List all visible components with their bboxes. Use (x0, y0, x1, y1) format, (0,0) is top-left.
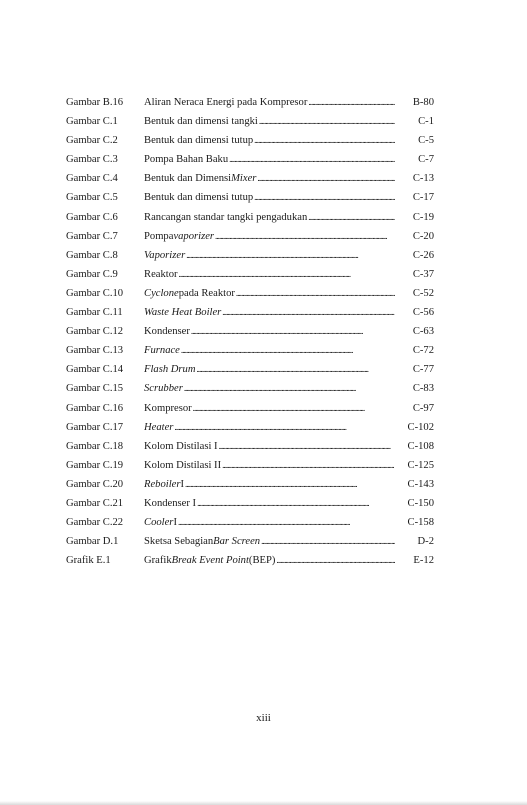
figure-label: Gambar C.12 (66, 326, 124, 338)
list-item (66, 188, 434, 207)
page-number: xiii (256, 712, 271, 724)
dot-leader (174, 418, 395, 437)
figure-title-text: Bentuk dan dimensi tutup (144, 192, 254, 204)
dot-leader (197, 360, 396, 379)
figure-title-text: Pompa Bahan Baku (144, 154, 229, 166)
figure-label: Gambar C.4 (66, 173, 118, 185)
figure-title (144, 532, 398, 551)
dot-leader (257, 169, 395, 188)
list-item (66, 131, 434, 150)
figure-title-italic: Heater (144, 421, 174, 433)
figure-title-italic: Reboiler (144, 478, 181, 490)
figure-title-italic: Flash Drum (144, 364, 196, 376)
figure-page-ref: C-150 (407, 497, 434, 509)
list-item (66, 227, 434, 246)
list-item (66, 360, 434, 379)
figure-label: Gambar C.21 (66, 497, 124, 509)
dot-leader (254, 188, 395, 207)
figure-page-ref: C-7 (418, 154, 434, 166)
figure-page-ref: D-2 (417, 536, 434, 548)
figure-title-text: Bentuk dan dimensi tutup (144, 135, 254, 147)
figure-label: Gambar C.9 (66, 268, 118, 280)
figure-page-ref: E-12 (413, 555, 434, 567)
figure-label: Gambar C.5 (66, 192, 118, 204)
figure-label: Gambar C.15 (66, 383, 124, 395)
figure-title-text: Bentuk dan dimensi tangki (144, 116, 258, 128)
figure-page-ref: C-5 (418, 135, 434, 147)
figure-label: Gambar C.2 (66, 135, 118, 147)
figure-label: Gambar C.18 (66, 440, 124, 452)
figure-title-italic: Bar Screen (213, 536, 261, 548)
list-item (66, 437, 434, 456)
figure-page-ref: B-80 (412, 97, 434, 108)
list-item (66, 303, 434, 322)
figure-title (144, 93, 398, 112)
figure-label: Gambar C.6 (66, 211, 118, 223)
dot-leader (261, 532, 395, 551)
figure-title (144, 208, 398, 227)
dot-leader (186, 246, 395, 265)
figure-page-ref: C-26 (412, 249, 434, 261)
figure-page-ref: C-108 (407, 440, 434, 452)
figure-title (144, 284, 398, 303)
dot-leader (229, 150, 395, 169)
list-item (66, 532, 434, 551)
figure-page-ref: C-143 (407, 478, 434, 490)
page-bottom-edge (0, 801, 527, 805)
figure-label: Gambar C.1 (66, 116, 118, 128)
figure-title (144, 112, 398, 131)
figure-page-ref: C-102 (407, 421, 434, 433)
figure-label: Gambar C.20 (66, 478, 124, 490)
figure-title (144, 418, 398, 437)
list-item (66, 246, 434, 265)
figure-page-ref: C-97 (412, 402, 434, 414)
figure-label: Gambar C.3 (66, 154, 118, 166)
list-item (66, 169, 434, 188)
figure-title (144, 341, 398, 360)
figure-label: Gambar C.8 (66, 249, 118, 261)
figure-title-italic: Waste Heat Boiler (144, 307, 222, 319)
figure-title-text: pada Reaktor (178, 287, 235, 299)
figure-title (144, 188, 398, 207)
figure-label: Gambar C.19 (66, 459, 124, 471)
figure-title-italic: Scrubber (144, 383, 183, 395)
figure-title (144, 150, 398, 169)
figure-page-ref: C-56 (412, 307, 434, 319)
figure-page-ref: C-77 (412, 364, 434, 376)
list-item (66, 418, 434, 437)
figure-label: Gambar C.16 (66, 402, 124, 414)
figure-title (144, 265, 398, 284)
list-item (66, 93, 434, 112)
figure-title-text: (BEP) (248, 555, 276, 567)
figure-page-ref: C-52 (412, 287, 434, 299)
dot-leader (181, 341, 395, 360)
list-item (66, 456, 434, 475)
list-item (66, 265, 434, 284)
dot-leader (259, 112, 395, 131)
figure-title (144, 169, 398, 188)
dot-leader (197, 494, 395, 513)
figure-title-italic: Cooler (144, 517, 174, 529)
figure-title-text: Sketsa Sebagian (144, 536, 214, 548)
list-item (66, 322, 434, 341)
figure-label: Grafik E.1 (66, 555, 111, 567)
dot-leader (254, 131, 395, 150)
figure-page-ref: C-1 (418, 116, 434, 128)
figure-page-ref: C-20 (412, 230, 434, 242)
dot-leader (179, 265, 395, 284)
figure-title (144, 246, 398, 265)
figure-title-text: I (173, 517, 177, 529)
figure-title-text: Pompa (144, 230, 174, 242)
dot-leader (193, 399, 395, 418)
figure-title-text: Aliran Neraca Energi pada Kompresor (144, 97, 308, 108)
figure-title (144, 475, 398, 494)
figure-title-text: Grafik (144, 555, 172, 567)
list-item (66, 551, 434, 570)
figure-title-text: Kondenser I (144, 497, 197, 509)
figure-title-text: I (180, 478, 185, 490)
list-item (66, 284, 434, 303)
list-item (66, 208, 434, 227)
figure-title (144, 360, 398, 379)
figure-title-text: Kompresor (144, 402, 192, 414)
list-item (66, 399, 434, 418)
figure-label: Gambar C.7 (66, 230, 118, 242)
dot-leader (308, 208, 395, 227)
dot-leader (276, 551, 395, 570)
figure-title (144, 551, 398, 570)
figure-label: Gambar C.10 (66, 287, 124, 299)
list-of-figures (66, 93, 434, 570)
figure-title (144, 322, 398, 341)
figure-label: Gambar C.17 (66, 421, 124, 433)
figure-page-ref: C-19 (412, 211, 434, 223)
figure-title-text: Reaktor (144, 268, 178, 280)
figure-title-text: Kolom Distilasi II (144, 459, 222, 471)
figure-title-text: Kolom Distilasi I (144, 440, 218, 452)
dot-leader (215, 227, 395, 246)
figure-title (144, 456, 398, 475)
list-item (66, 112, 434, 131)
figure-title-italic: vaporizer (173, 230, 215, 242)
figure-title (144, 494, 398, 513)
figure-page-ref: C-72 (412, 345, 434, 357)
list-item (66, 494, 434, 513)
figure-page-ref: C-13 (412, 173, 434, 185)
figure-title (144, 303, 398, 322)
figure-label: Gambar C.13 (66, 345, 124, 357)
list-item (66, 513, 434, 532)
figure-title-italic: Break Event Point (171, 555, 249, 567)
figure-page-ref: C-37 (412, 268, 434, 280)
figure-page-ref: C-83 (412, 383, 434, 395)
list-item (66, 475, 434, 494)
figure-title (144, 227, 398, 246)
figure-title (144, 379, 398, 398)
figure-page-ref: C-158 (407, 517, 434, 529)
list-item (66, 379, 434, 398)
figure-label: Gambar D.1 (66, 536, 119, 548)
dot-leader (222, 303, 395, 322)
figure-page-ref: C-63 (412, 326, 434, 338)
figure-title-italic: Mixer (231, 173, 257, 185)
list-item (66, 150, 434, 169)
figure-label: Gambar B.16 (66, 97, 124, 108)
figure-page-ref: C-125 (407, 459, 434, 471)
dot-leader (308, 93, 395, 112)
list-item (66, 341, 434, 360)
dot-leader (185, 475, 395, 494)
figure-title (144, 513, 398, 532)
figure-title-italic: Furnace (144, 345, 180, 357)
figure-title-italic: Cyclone (144, 287, 179, 299)
dot-leader (219, 437, 395, 456)
figure-title (144, 399, 398, 418)
figure-title-italic: Vaporizer (144, 249, 186, 261)
figure-label: Gambar C.22 (66, 517, 124, 529)
figure-title (144, 437, 398, 456)
figure-label: Gambar C.11 (66, 307, 123, 319)
dot-leader (184, 379, 395, 398)
figure-page-ref: C-17 (412, 192, 434, 204)
figure-label: Gambar C.14 (66, 364, 124, 376)
dot-leader (222, 456, 395, 475)
figure-title-text: Kondenser (144, 326, 190, 338)
dot-leader (191, 322, 395, 341)
dot-leader (178, 513, 395, 532)
dot-leader (236, 284, 395, 303)
figure-title-text: Rancangan standar tangki pengadukan (144, 211, 308, 223)
figure-title-text: Bentuk dan Dimensi (144, 173, 232, 185)
figure-title (144, 131, 398, 150)
